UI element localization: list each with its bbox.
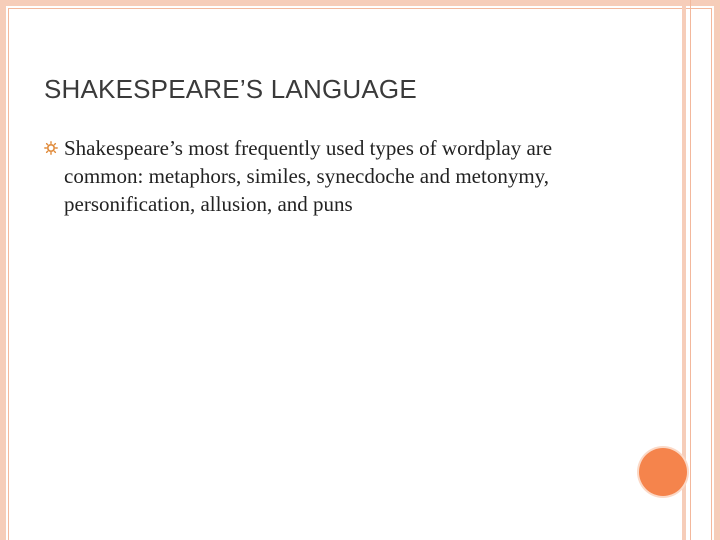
right-rule-thin bbox=[690, 0, 691, 540]
bullet-text: Shakespeare’s most frequently used types of wordplay are common: metaphors, similes, synecdoche and metonymy, personification, allusion, and puns bbox=[64, 136, 553, 216]
decorative-orange-circle bbox=[639, 448, 687, 496]
slide-title: SHAKESPEARE’S LANGUAGE bbox=[44, 74, 417, 104]
sun-bullet-icon bbox=[44, 141, 58, 155]
